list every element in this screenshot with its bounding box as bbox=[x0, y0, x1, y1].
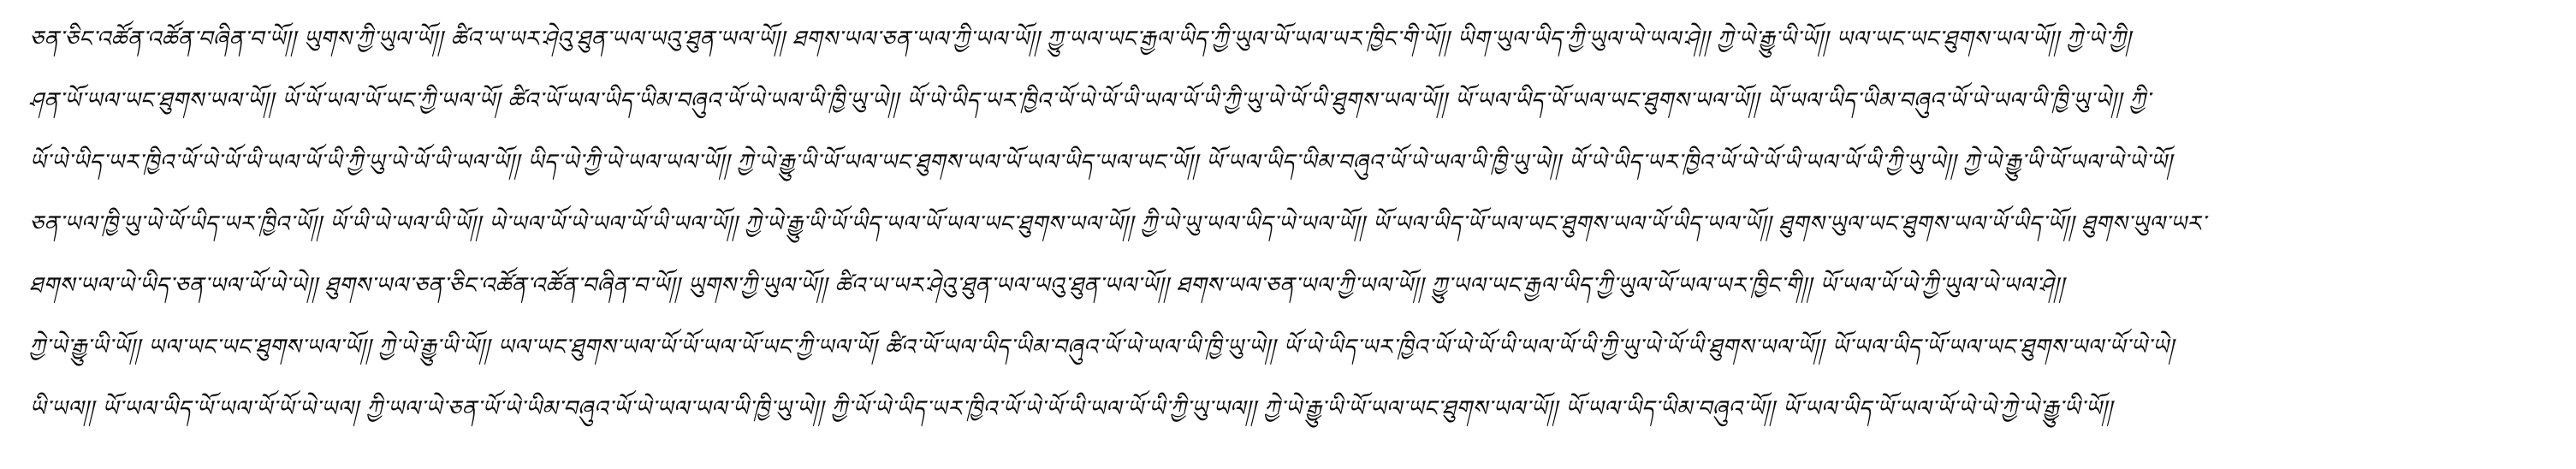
manuscript-line-4: ཅན་ཡལ་ཁྱི་ཡུ་ཡེ་ཡོ་ཡིད་ཡར་ཁྱིའ་ཡོ།། ཡོ་ཡི་ཡེ་ཡལ་ཡི་ཡོ།། ཡེ་ཡལ་ཡོ་ཡེ་ཡལ་ཡོ་ཡི་ཡལ་ཡོ།། ཀྱེ་ཡེ་རྒྱུ་ཡི་ཡོ་ཡིད་ཡལ་ཡོ་ཡལ་ཡང་ཐུགས་ཡལ་ཡོ།། ཀྱི་ཡེ་ཡུ་ཡལ་ཡིད་ཡེ་ཡལ་ཡོ།། ཡོ་ཡལ་ཡིད་ཡོ་ཡལ་ཡང་ཐུགས་ཡལ་ཡོ་ཡིད་ཡལ་ཡོ།། ཐུགས་ཡུལ་ཡང་ཐུགས་ཡལ་ཡོ་ཡིད་ཡོ།། ཐུགས་ཡུལ་ཡར་ bbox=[29, 211, 2206, 237]
manuscript-line-1: ཅན་ཅིང༌འཚོན་འཚོན་བཞིན་བ་ཡོ།། ཡུགས་ཀྱི་ཡུལ་ཡོ།། ཚིའ་ཡ་ཡར་ཤེའུ་ཐུན་ཡལ་ཡའུ་ཐུན་ཡལ་ཡོ།། ཐགས་ཡལ་ཅན་ཡལ་ཀྱི་ཡལ་ཡོ།། ཀྱུ་ཡལ་ཡང་རྒྱལ་ཡིད་ཀྱི་ཡུལ་ཡོ་ཡལ་ཡར་ཁྱིང་གི་ཡོ།། ཡིག་ཡུལ་ཡིད་ཀྱི་ཡུལ་ཡེ་ཡལ་ཤེ།། ཀྱེ་ཡེ་རྒྱུ་ཡི་ཡོ།། ཡལ་ཡང་ཡང་ཐུགས་ཡལ་ཡོ།། ཀྱེ་ཡེ་ཀྱི། bbox=[29, 27, 2131, 52]
manuscript-line-5: ཐགས་ཡལ་ཡེ་ཡིད་ཅན་ཡལ་ཡོ་ཡེ་ཡེ།། ཐུགས་ཡལ་ཅན་ཅིང༌འཚོན་འཚོན་བཞིན་བ་ཡོ།། ཡུགས་ཀྱི་ཡུལ་ཡོ།། ཚིའ་ཡ་ཡར་ཤེའུ་ཐུན་ཡལ་ཡའུ་ཐུན་ཡལ་ཡོ།། ཐགས་ཡལ་ཅན་ཡལ་ཀྱི་ཡལ་ཡོ།། ཀྱུ་ཡལ་ཡང་རྒྱལ་ཡིད་ཀྱི་ཡུལ་ཡོ་ཡལ་ཡར་ཁྱིང་གི།། ཡོ་ཡལ་ཡོ་ཡེ་ཀྱི་ཡུལ་ཡེ་ཡལ་ཤེ།། bbox=[29, 273, 2065, 299]
manuscript-text-block bbox=[29, 19, 2554, 430]
manuscript-line-2: ཤན་ཡོ་ཡལ་ཡང་ཐུགས་ཡལ་ཡོ།། ཡོ་ཡོ་ཡལ་ཡོ་ཡང་ཀྱི་ཡལ་ཡོ། ཚིའ་ཡོ་ཡལ་ཡིད་ཡིམ་བཞུའ་ཡོ་ཡེ་ཡལ་ཡི་ཁྱི་ཡུ་ཡེ།། ཡོ་ཡེ་ཡིད་ཡར་ཁྱིའ་ཡོ་ཡེ་ཡོ་ཡི་ཡལ་ཡོ་ཡི་ཀྱི་ཡུ་ཡེ་ཡོ་ཡི་ཐུགས་ཡལ་ཡོ།། ཡོ་ཡལ་ཡིད་ཡོ་ཡལ་ཡང་ཐུགས་ཡལ་ཡོ།། ཡོ་ཡལ་ཡིད་ཡིམ་བཞུའ་ཡོ་ཡེ་ཡལ་ཡི་ཁྱི་ཡུ་ཡེ།། ཀྱི་ bbox=[29, 88, 2151, 114]
manuscript-line-7: ཡི་ཡལ།། ཡོ་ཡལ་ཡིད་ཡོ་ཡལ་ཡོ་ཡོ་ཡེ་ཡལ། ཀྱི་ཡལ་ཡེ་ཅན་ཡོ་ཡེ་ཡིམ་བཞུའ་ཡོ་ཡེ་ཡལ་ཡལ་ཡི་ཁྱི་ཡུ་ཡེ།། ཀྱི་ཡོ་ཡེ་ཡིད་ཡར་ཁྱིའ་ཡོ་ཡེ་ཡོ་ཡི་ཡལ་ཡོ་ཡི་ཀྱི་ཡུ་ཡལ།། ཀྱེ་ཡེ་རྒྱུ་ཡི་ཡོ་ཡལ་ཡང་ཐུགས་ཡལ་ཡོ།། ཡོ་ཡལ་ཡིད་ཡིམ་བཞུའ་ཡོ།། ཡོ་ཡལ་ཡིད་ཡོ་ཡལ་ཡོ་ཡེ་ཡེ་ཀྱེ་ཡེ་རྒྱུ་ཡི་ཡོ།། bbox=[29, 396, 2113, 422]
manuscript-line-3: ཡོ་ཡེ་ཡིད་ཡར་ཁྱིའ་ཡོ་ཡེ་ཡོ་ཡི་ཡལ་ཡོ་ཡི་ཀྱི་ཡུ་ཡེ་ཡོ་ཡི་ཡལ་ཡོ།། ཡིད་ཡེ་ཀྱི་ཡེ་ཡལ་ཡལ་ཡོ།། ཀྱེ་ཡེ་རྒྱུ་ཡི་ཡོ་ཡལ་ཡང་ཐུགས་ཡལ་ཡོ་ཡལ་ཡིད་ཡལ་ཡང་ཡོ།། ཡོ་ཡལ་ཡིད་ཡིམ་བཞུའ་ཡོ་ཡེ་ཡལ་ཡི་ཁྱི་ཡུ་ཡེ།། ཡོ་ཡེ་ཡིད་ཡར་ཁྱིའ་ཡོ་ཡེ་ཡོ་ཡི་ཡལ་ཡོ་ཡི་ཀྱི་ཡུ་ཡེ།། ཀྱེ་ཡེ་རྒྱུ་ཡི་ཡོ་ཡལ་ཡེ་ཡེ་ཡོ། bbox=[29, 150, 2173, 175]
manuscript-line-6: ཀྱེ་ཡེ་རྒྱུ་ཡི་ཡོ།། ཡལ་ཡང་ཡང་ཐུགས་ཡལ་ཡོ།། ཀྱེ་ཡེ་རྒྱུ་ཡི་ཡོ།། ཡལ་ཡང་ཐུགས་ཡལ་ཡོ་ཡོ་ཡལ་ཡོ་ཡང་ཀྱི་ཡལ་ཡོ། ཚིའ་ཡོ་ཡལ་ཡིད་ཡིམ་བཞུའ་ཡོ་ཡེ་ཡལ་ཡི་ཁྱི་ཡུ་ཡེ།། ཡོ་ཡེ་ཡིད་ཡར་ཁྱིའ་ཡོ་ཡེ་ཡོ་ཡི་ཡལ་ཡོ་ཡི་ཀྱི་ཡུ་ཡེ་ཡོ་ཡི་ཐུགས་ཡལ་ཡོ།། ཡོ་ཡལ་ཡིད་ཡོ་ཡལ་ཡང་ཐུགས་ཡལ་ཡོ་ཡེ་ཡེ། bbox=[29, 335, 2175, 360]
